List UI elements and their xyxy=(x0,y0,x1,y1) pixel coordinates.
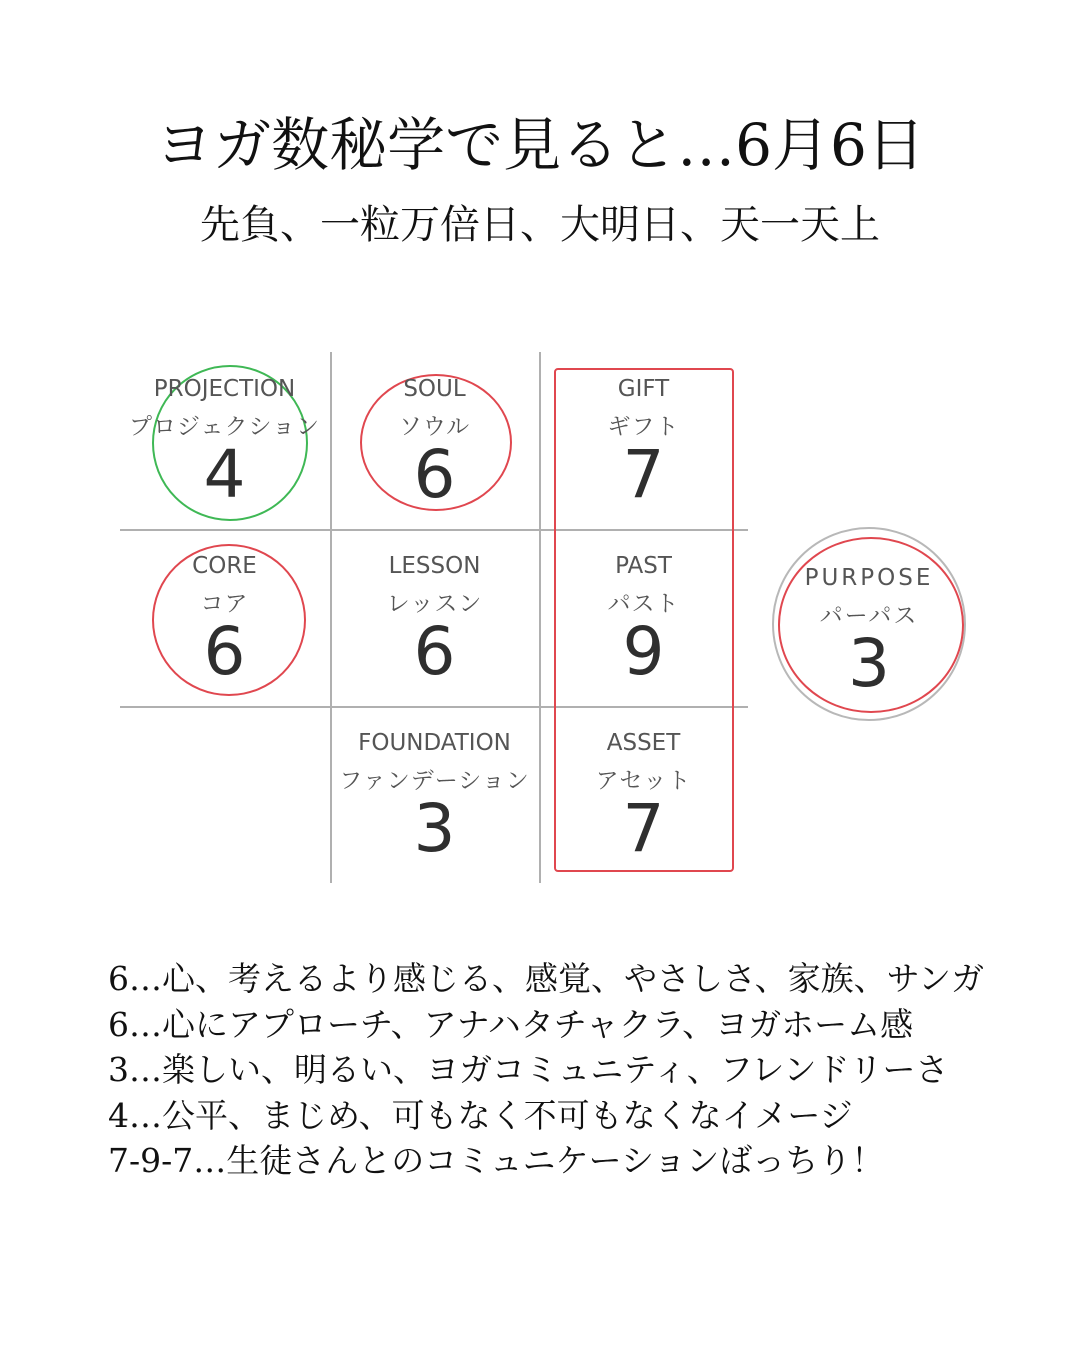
page-title: ヨガ数秘学で見ると…6月6日 xyxy=(155,111,925,179)
foundation-label-jp: ファンデーション xyxy=(339,768,530,794)
cell-asset xyxy=(539,706,748,883)
gift-label-jp: ギフト xyxy=(607,414,680,440)
cell-foundation xyxy=(330,706,539,883)
foundation-number: 3 xyxy=(413,790,456,867)
soul-number: 6 xyxy=(413,436,456,513)
core-label: CORE xyxy=(192,553,257,579)
lesson-label: LESSON xyxy=(388,553,481,579)
lesson-label-jp: レッスン xyxy=(386,591,483,617)
note-line: 7-9-7…生徒さんとのコミュニケーションばっちり！ xyxy=(108,1141,885,1180)
purpose-label: PURPOSE xyxy=(804,565,934,591)
cell-gift xyxy=(539,352,748,529)
cell-soul xyxy=(330,352,539,529)
cell-lesson xyxy=(330,529,539,706)
gift-label: GIFT xyxy=(617,376,670,402)
past-label-jp: パスト xyxy=(607,591,680,617)
cell-projection xyxy=(120,352,329,529)
core-number: 6 xyxy=(203,613,246,690)
cell-core xyxy=(120,529,329,706)
asset-number: 7 xyxy=(622,790,665,867)
core-label-jp: コア xyxy=(200,591,249,617)
past-number: 9 xyxy=(622,613,665,690)
numerology-grid xyxy=(120,352,750,883)
purpose-label-jp: パーパス xyxy=(819,603,919,629)
asset-label-jp: アセット xyxy=(595,768,692,794)
lesson-number: 6 xyxy=(413,613,456,690)
projection-label-jp: プロジェクション xyxy=(128,414,321,440)
projection-label: PROJECTION xyxy=(153,376,296,402)
note-line: 3…楽しい、明るい、ヨガコミュニティ、フレンドリーさ xyxy=(108,1050,949,1089)
soul-label-jp: ソウル xyxy=(398,414,471,440)
gift-number: 7 xyxy=(622,436,665,513)
purpose-number: 3 xyxy=(848,625,890,702)
note-line: 6…心、考えるより感じる、感覚、やさしさ、家族、サンガ xyxy=(108,959,985,998)
note-line: 6…心にアプローチ、アナハタチャクラ、ヨガホーム感 xyxy=(108,1004,914,1044)
page-subtitle: 先負、一粒万倍日、大明日、天一天上 xyxy=(200,202,880,248)
purpose-badge xyxy=(772,527,966,721)
meaning-notes xyxy=(108,956,1008,1184)
projection-number: 4 xyxy=(203,436,246,513)
cell-past xyxy=(539,529,748,706)
soul-label: SOUL xyxy=(403,376,466,402)
foundation-label: FOUNDATION xyxy=(358,730,511,756)
past-label: PAST xyxy=(615,553,672,579)
note-line: 4…公平、まじめ、可もなく不可もなくなイメージ xyxy=(108,1095,853,1135)
asset-label: ASSET xyxy=(606,730,681,756)
